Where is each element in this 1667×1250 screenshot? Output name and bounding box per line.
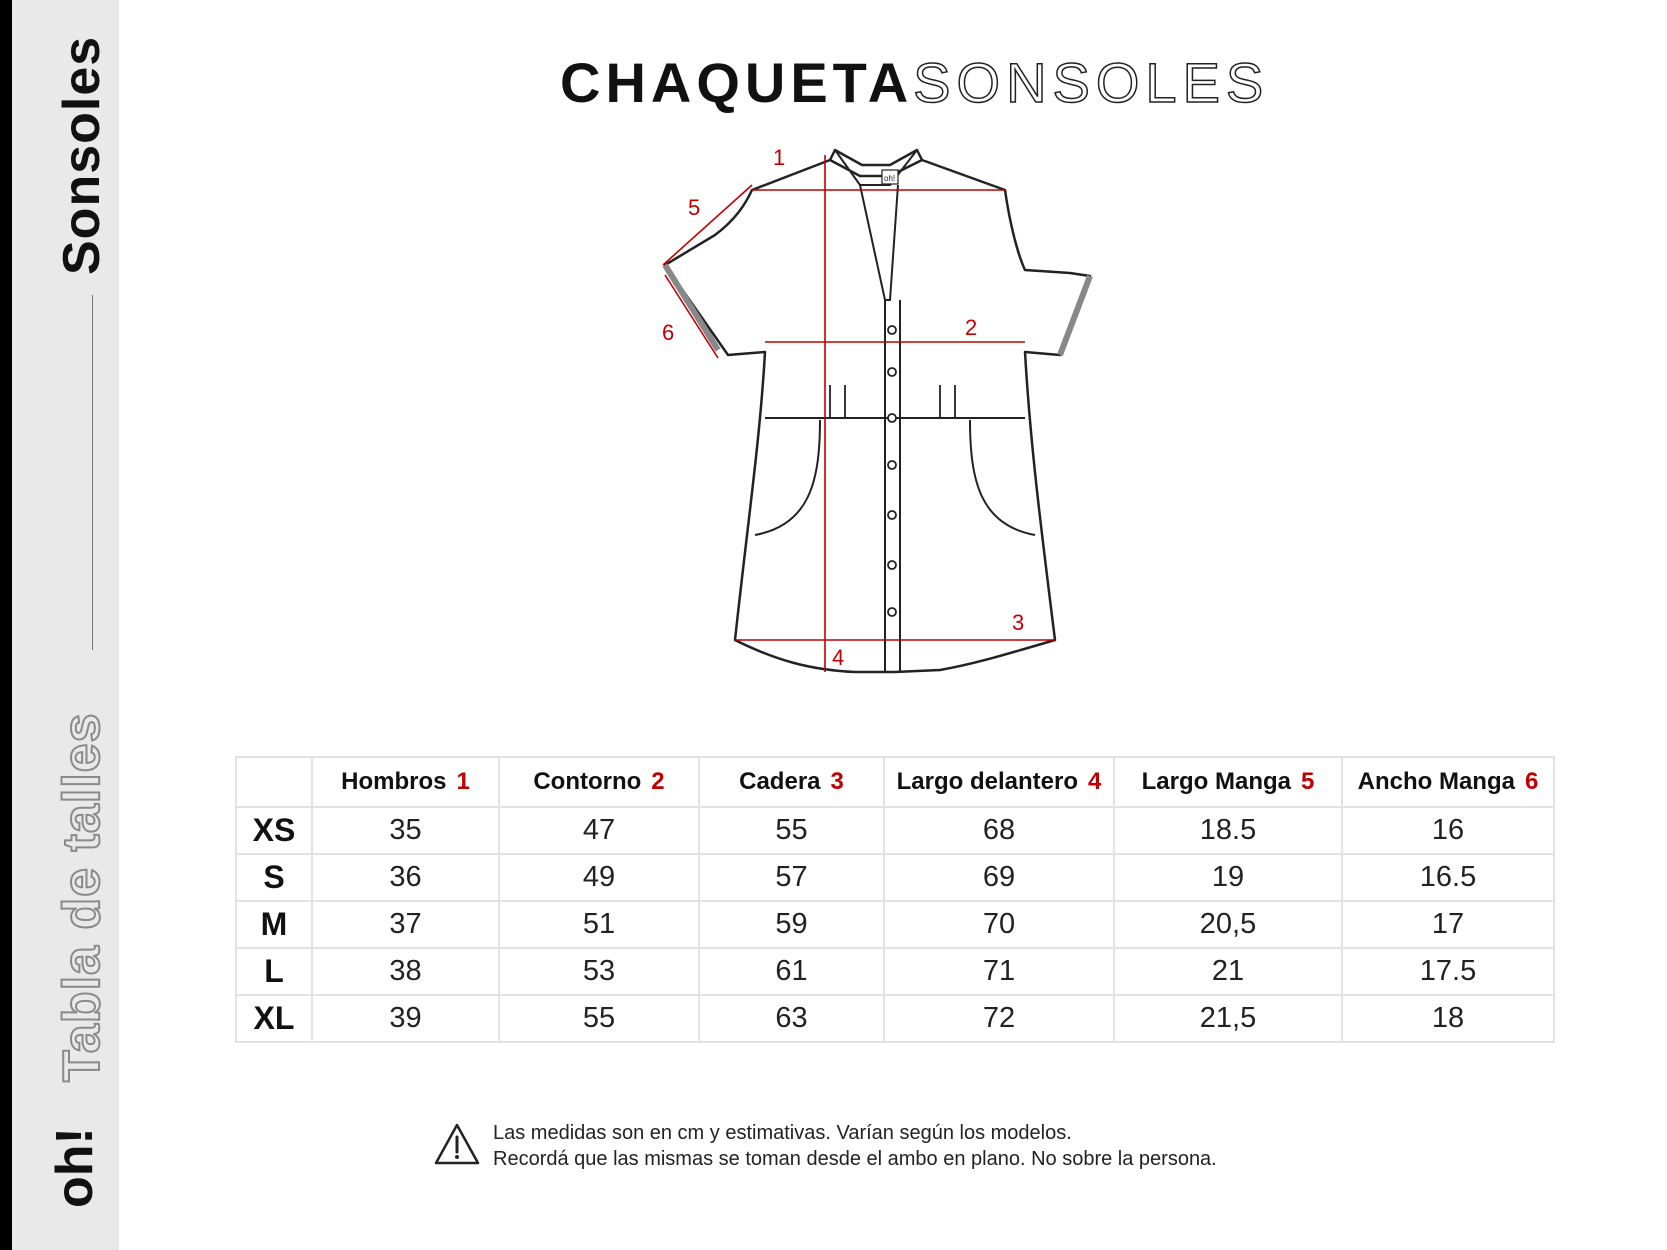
marker-2: 2: [965, 315, 978, 340]
table-row: [236, 995, 1554, 1042]
table-cell: 61: [699, 948, 884, 995]
table-cell: 19: [1114, 854, 1342, 901]
table-cell: 47: [499, 807, 699, 854]
marker-1: 1: [773, 145, 786, 170]
column-header: Ancho Manga 6: [1342, 757, 1554, 807]
table-cell: 39: [312, 995, 499, 1042]
table-cell: 18: [1342, 995, 1554, 1042]
table-cell: 55: [499, 995, 699, 1042]
column-header: Cadera 3: [699, 757, 884, 807]
table-cell: 69: [884, 854, 1114, 901]
table-cell: 38: [312, 948, 499, 995]
table-cell: 21: [1114, 948, 1342, 995]
column-header: Largo Manga 5: [1114, 757, 1342, 807]
table-cell: 63: [699, 995, 884, 1042]
table-cell: 36: [312, 854, 499, 901]
disclaimer-note: [433, 1120, 1233, 1190]
table-cell: 16.5: [1342, 854, 1554, 901]
table-cell: 57: [699, 854, 884, 901]
marker-4: 4: [832, 645, 845, 670]
table-cell: 20,5: [1114, 901, 1342, 948]
size-label: XS: [236, 807, 312, 854]
table-cell: 37: [312, 901, 499, 948]
table-cell: 70: [884, 901, 1114, 948]
table-cell: 53: [499, 948, 699, 995]
edge-bar: [0, 0, 12, 1250]
marker-5: 5: [688, 195, 701, 220]
table-cell: 16: [1342, 807, 1554, 854]
column-header: Hombros 1: [312, 757, 499, 807]
table-cell: 55: [699, 807, 884, 854]
column-header: Contorno 2: [499, 757, 699, 807]
marker-3: 3: [1012, 610, 1025, 635]
table-cell: 49: [499, 854, 699, 901]
sidebar-subtitle: Tabla de talles: [53, 712, 111, 1082]
note-line-2: Recordá que las mismas se toman desde el ambo en plano. No sobre la persona.: [493, 1148, 1217, 1170]
size-label: L: [236, 948, 312, 995]
table-cell: 35: [312, 807, 499, 854]
column-header: Largo delantero 4: [884, 757, 1114, 807]
size-label: S: [236, 854, 312, 901]
collar-label: oh!: [884, 174, 896, 183]
garment-diagram: [650, 135, 1130, 695]
page-title: [560, 50, 1269, 115]
table-row: [236, 854, 1554, 901]
warning-icon: [433, 1122, 481, 1166]
table-row: [236, 948, 1554, 995]
note-line-1: Las medidas son en cm y estimativas. Varían según los modelos.: [493, 1122, 1072, 1144]
table-cell: 68: [884, 807, 1114, 854]
size-label: M: [236, 901, 312, 948]
title-bold: CHAQUETA: [560, 51, 914, 114]
sidebar-divider: [92, 295, 93, 650]
size-table: [235, 756, 1555, 1043]
size-label: XL: [236, 995, 312, 1042]
table-cell: 71: [884, 948, 1114, 995]
table-row: [236, 807, 1554, 854]
table-row: [236, 901, 1554, 948]
title-outline: SONSOLES: [913, 51, 1270, 114]
table-corner: [236, 757, 312, 807]
table-cell: 51: [499, 901, 699, 948]
brand-logo: oh!: [46, 1127, 104, 1208]
table-cell: 17.5: [1342, 948, 1554, 995]
table-cell: 18.5: [1114, 807, 1342, 854]
table-cell: 17: [1342, 901, 1554, 948]
table-cell: 72: [884, 995, 1114, 1042]
sidebar-title: Sonsoles: [53, 35, 111, 275]
table-header-row: [236, 757, 1554, 807]
table-cell: 59: [699, 901, 884, 948]
table-cell: 21,5: [1114, 995, 1342, 1042]
marker-6: 6: [662, 320, 675, 345]
